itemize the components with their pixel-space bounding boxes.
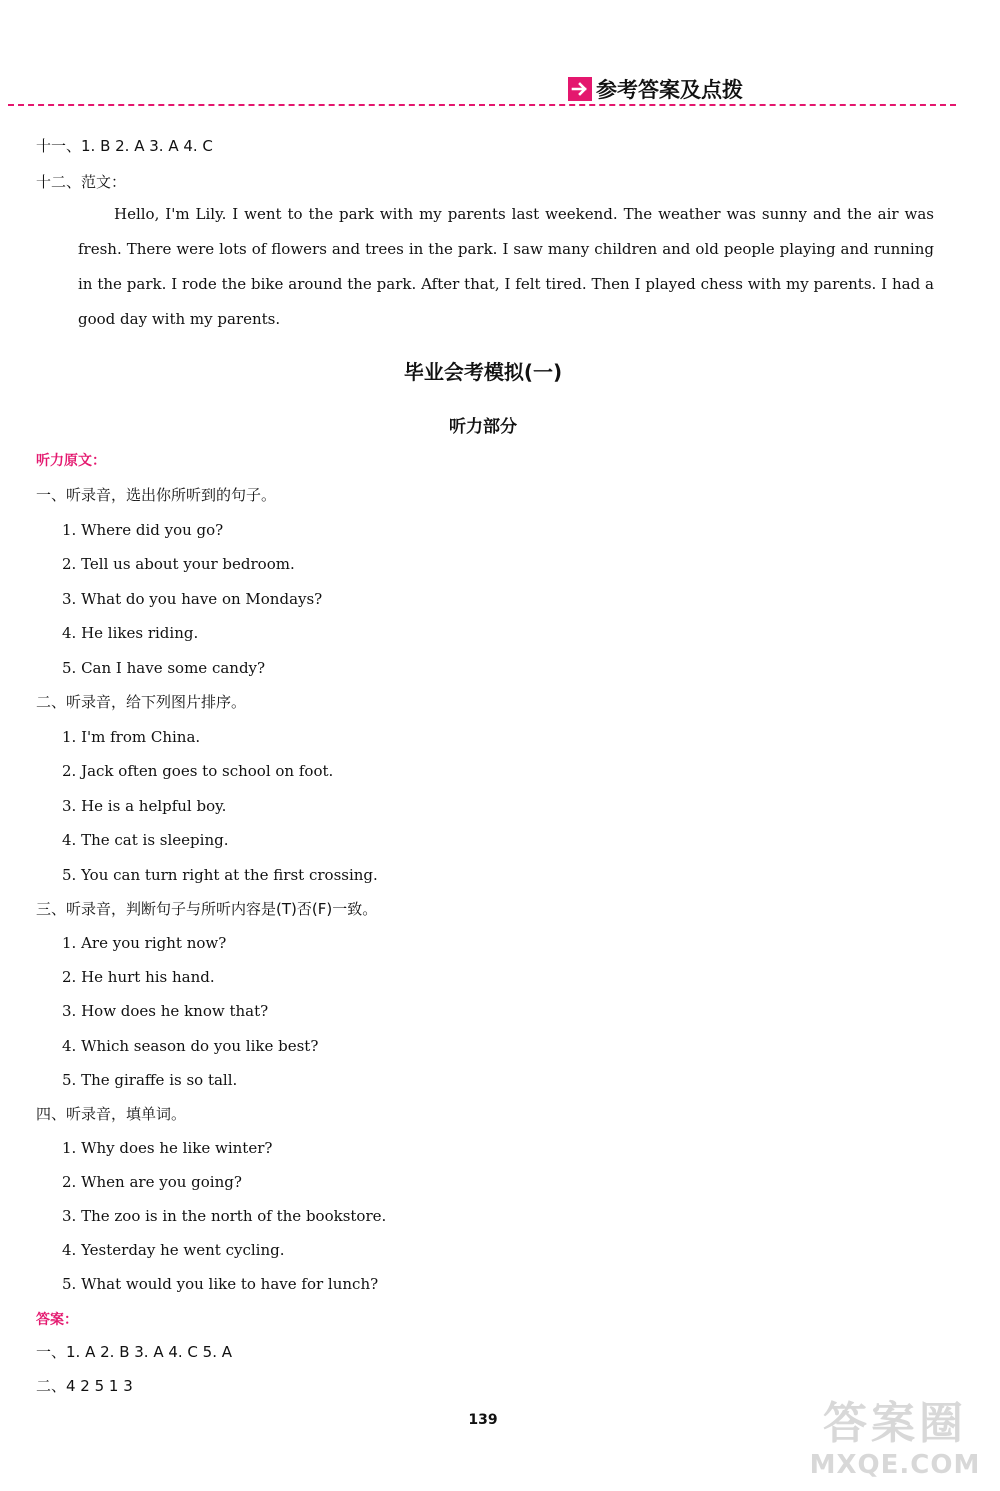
list-item: 4. He likes riding. xyxy=(62,624,199,642)
list-item: 4. Yesterday he went cycling. xyxy=(62,1241,285,1259)
list-item: 5. The giraffe is so tall. xyxy=(62,1071,238,1089)
exam-subtitle: 听力部分 xyxy=(449,417,517,437)
list-item: 5. Can I have some candy? xyxy=(62,659,266,677)
list-item: 1. Are you right now? xyxy=(62,934,227,952)
script-label: 听力原文： xyxy=(36,453,106,469)
list-item: 3. He is a helpful boy. xyxy=(62,797,227,815)
list-item: 2. When are you going? xyxy=(62,1173,242,1191)
header-title xyxy=(568,74,743,104)
list-item: 2. Jack often goes to school on foot. xyxy=(62,762,334,780)
model-essay xyxy=(78,197,934,337)
answer-section-12-label: 十二、范文： xyxy=(36,173,127,191)
list-item: 2. Tell us about your bedroom. xyxy=(62,555,295,573)
header-divider xyxy=(8,104,956,106)
section-heading: 三、听录音，判断句子与所听内容是(T)否(F)一致。 xyxy=(36,900,378,918)
answer-label: 答案： xyxy=(36,1312,78,1328)
list-item: 5. What would you like to have for lunch? xyxy=(62,1275,379,1293)
answer-line: 二、4 2 5 1 3 xyxy=(36,1377,133,1395)
answer-section-11: 十一、1. B 2. A 3. A 4. C xyxy=(36,137,213,155)
section-heading: 四、听录音，填单词。 xyxy=(36,1105,187,1123)
list-item: 4. The cat is sleeping. xyxy=(62,831,229,849)
exam-title: 毕业会考模拟(一) xyxy=(403,360,563,384)
list-item: 5. You can turn right at the first crossing. xyxy=(62,866,378,884)
list-item: 2. He hurt his hand. xyxy=(62,968,215,986)
page-number: 139 xyxy=(468,1412,498,1428)
list-item: 3. What do you have on Mondays? xyxy=(62,590,323,608)
list-item: 3. How does he know that? xyxy=(62,1002,269,1020)
section-heading: 一、听录音，选出你所听到的句子。 xyxy=(36,486,277,504)
list-item: 4. Which season do you like best? xyxy=(62,1037,319,1055)
watermark xyxy=(795,1398,995,1488)
list-item: 1. Why does he like winter? xyxy=(62,1139,273,1157)
answer-line: 一、1. A 2. B 3. A 4. C 5. A xyxy=(36,1343,233,1361)
arrow-right-icon xyxy=(568,77,592,101)
watermark-url: MXQE.COM xyxy=(809,1450,981,1480)
header-title-text: 参考答案及点拨 xyxy=(596,78,743,102)
section-heading: 二、听录音，给下列图片排序。 xyxy=(36,693,247,711)
list-item: 3. The zoo is in the north of the bookstore. xyxy=(62,1207,387,1225)
list-item: 1. I'm from China. xyxy=(62,728,201,746)
list-item: 1. Where did you go? xyxy=(62,521,224,539)
model-essay-text: Hello, I'm Lily. I went to the park with my parents last weekend. The weather was sunny and the air was fresh. There were lots of flowers and trees in the park. I saw many children and old people playing and running in the park. I rode the bike around the park. After that, I felt tired. Then I played chess with my parents. I had a good day with my parents. xyxy=(78,205,934,328)
watermark-logo-text: 答案圈 xyxy=(823,1398,967,1449)
